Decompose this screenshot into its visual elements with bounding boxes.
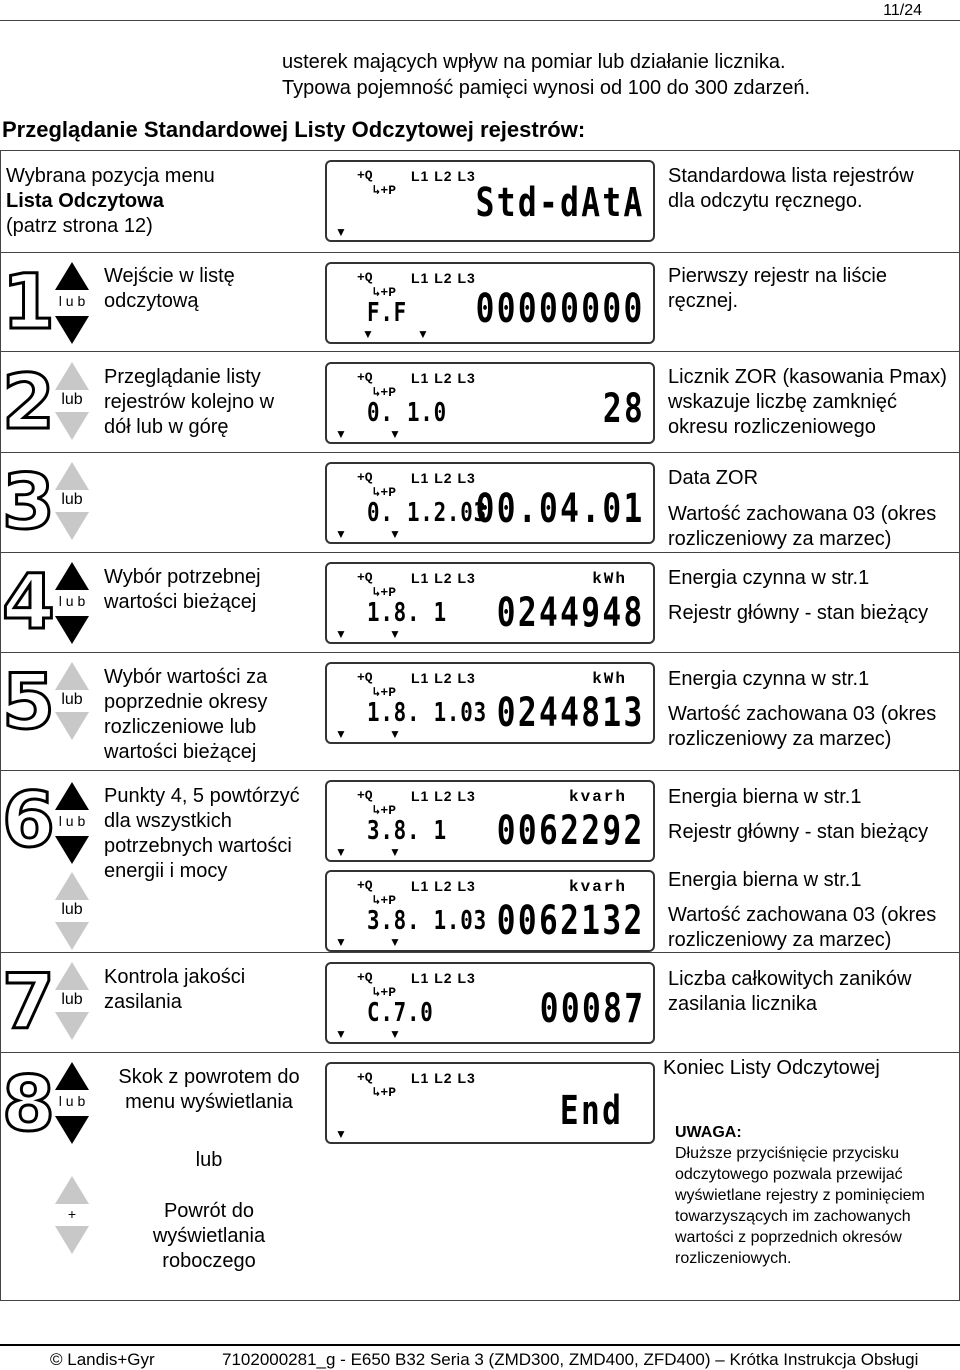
unit-label: kWh: [592, 670, 627, 688]
step4-text-1: Wybór potrzebnej: [104, 566, 261, 588]
step6-right-2: Rejestr główny - stan bieżący: [668, 821, 929, 843]
phase-indicators: L1 L2 L3: [411, 878, 476, 894]
step1-right-2: ręcznej.: [668, 290, 739, 312]
unit-label: kvarh: [568, 788, 627, 806]
up-button-icon[interactable]: [55, 1062, 89, 1090]
up-button-icon[interactable]: [55, 362, 89, 390]
step3-right-3: rozliczeniowy za marzec): [668, 528, 892, 550]
up-button-icon[interactable]: [55, 782, 89, 810]
menu-right-1: Standardowa lista rejestrów: [668, 165, 914, 187]
down-button-icon[interactable]: [55, 712, 89, 740]
display-value: End: [559, 1088, 623, 1134]
arrow-marker-icon: ▼: [335, 225, 347, 239]
indicator-icon: +Q ↳+P: [357, 970, 397, 1000]
down-button-icon[interactable]: [55, 1116, 89, 1144]
step7-text-2: zasilania: [104, 991, 182, 1013]
obis-code: 0. 1.0: [367, 398, 447, 428]
down-button-icon[interactable]: [55, 316, 89, 344]
menu-right-2: dla odczytu ręcznego.: [668, 190, 863, 212]
phase-indicators: L1 L2 L3: [411, 168, 476, 184]
step1-right-1: Pierwszy rejestr na liście: [668, 265, 887, 287]
menu-left-1: Wybrana pozycja menu: [6, 165, 215, 187]
phase-indicators: L1 L2 L3: [411, 788, 476, 804]
phase-indicators: L1 L2 L3: [411, 370, 476, 386]
step6-right-1: Energia bierna w str.1: [668, 786, 862, 808]
up-button-icon[interactable]: [55, 962, 89, 990]
step-number-2: 2: [2, 357, 55, 446]
obis-code: 3.8. 1.03: [367, 906, 487, 936]
arrow-marker-icon: ▼: [335, 1027, 347, 1041]
display-value: 00.04.01: [476, 486, 645, 532]
arrow-marker-icon: ▼: [335, 727, 347, 741]
step6b-right-1: Energia bierna w str.1: [668, 869, 862, 891]
arrow-marker-icon: ▼: [389, 727, 401, 741]
obis-code: 1.8. 1.03: [367, 698, 487, 728]
footer-right: 7102000281_g - E650 B32 Seria 3 (ZMD300, ZMD400, ZFD400) – Krótka Instrukcja Obsługi: [222, 1350, 919, 1369]
step4-right-2: Rejestr główny - stan bieżący: [668, 602, 929, 624]
step2-right-2: wskazuje liczbę zamknięć: [668, 391, 897, 413]
step-number-5: 5: [2, 657, 55, 746]
indicator-icon: +Q ↳+P: [357, 788, 397, 818]
indicator-icon: +Q ↳+P: [357, 670, 397, 700]
phase-indicators: L1 L2 L3: [411, 470, 476, 486]
lcd-display-step5: [325, 662, 655, 744]
phase-indicators: L1 L2 L3: [411, 570, 476, 586]
section-title: Przeglądanie Standardowej Listy Odczytowej rejestrów:: [2, 117, 586, 142]
obis-code: F.F: [367, 298, 407, 328]
step2-text-2: rejestrów kolejno w: [104, 391, 275, 413]
step7-right-1: Liczba całkowitych zaników: [668, 968, 912, 990]
note-title: UWAGA:: [675, 1124, 742, 1141]
lcd-display-step6b: [325, 870, 655, 952]
step1-text-1: Wejście w listę: [104, 265, 235, 287]
intro-line-2: Typowa pojemność pamięci wynosi od 100 do 300 zdarzeń.: [282, 77, 811, 99]
lub-label: lub: [61, 691, 83, 708]
down-button-icon[interactable]: [55, 616, 89, 644]
arrow-marker-icon: ▼: [335, 1127, 347, 1141]
arrow-marker-icon: ▼: [335, 627, 347, 641]
step8-text-2: menu wyświetlania: [125, 1091, 293, 1113]
step7-text-1: Kontrola jakości: [104, 966, 246, 988]
display-value: 28: [602, 386, 645, 432]
step6-text-3: potrzebnych wartości: [104, 835, 292, 857]
step-number-4: 4: [2, 557, 55, 646]
step3-right-1: Data ZOR: [668, 467, 759, 489]
step5-text-2: poprzednie okresy: [104, 691, 268, 713]
arrow-marker-icon: ▼: [389, 1027, 401, 1041]
obis-code: 0. 1.2.03: [367, 498, 487, 528]
note-line-6: rozliczeniowych.: [675, 1250, 792, 1267]
down-button-icon[interactable]: [55, 512, 89, 540]
note-line-5: wartości z poprzednich okresów: [675, 1229, 902, 1246]
lub-label: l u b: [58, 593, 86, 609]
lub-label: l u b: [58, 293, 86, 309]
display-value: 0244948: [497, 590, 645, 636]
indicator-icon: +Q ↳+P: [357, 570, 397, 600]
lcd-display-step1: [325, 262, 655, 344]
step-number-3: 3: [2, 457, 55, 546]
step6b-right-2: Wartość zachowana 03 (okres: [668, 904, 937, 926]
display-value: 00000000: [476, 286, 645, 332]
note-line-3: wyświetlane rejestry z pominięciem: [675, 1187, 925, 1204]
phase-indicators: L1 L2 L3: [411, 1070, 476, 1086]
step5-text-3: rozliczeniowe lub: [104, 716, 257, 738]
step7-right-2: zasilania licznika: [668, 993, 817, 1015]
up-button-icon[interactable]: [55, 262, 89, 290]
lub-label: lub: [61, 491, 83, 508]
obis-code: C.7.0: [367, 998, 434, 1028]
phase-indicators: L1 L2 L3: [411, 270, 476, 286]
arrow-marker-icon: ▼: [335, 427, 347, 441]
up-button-icon[interactable]: [55, 562, 89, 590]
step8-right-1: Koniec Listy Odczytowej: [663, 1057, 880, 1079]
step6-text-4: energii i mocy: [104, 860, 228, 882]
arrow-marker-icon: ▼: [335, 845, 347, 859]
step4-text-2: wartości bieżącej: [104, 591, 257, 613]
display-value: Std-dAtA: [476, 180, 645, 226]
step5-right-1: Energia czynna w str.1: [668, 668, 870, 690]
note-line-4: towarzyszących im zachowanych: [675, 1208, 911, 1225]
up-button-icon[interactable]: [55, 1176, 89, 1204]
unit-label: kWh: [592, 570, 627, 588]
phase-indicators: L1 L2 L3: [411, 670, 476, 686]
step2-right-1: Licznik ZOR (kasowania Pmax): [668, 366, 947, 388]
lcd-display-step6a: [325, 780, 655, 862]
step4-right-1: Energia czynna w str.1: [668, 567, 870, 589]
arrow-marker-icon: ▼: [389, 935, 401, 949]
note-line-2: odczytowego pozwala przewijać: [675, 1166, 903, 1183]
arrow-marker-icon: ▼: [335, 935, 347, 949]
indicator-icon: +Q ↳+P: [357, 1070, 397, 1100]
step-number-6: 6: [2, 775, 55, 864]
lub-label: lub: [61, 991, 83, 1008]
step2-text-3: dół lub w górę: [104, 416, 229, 438]
step8-text-3: lub: [195, 1149, 223, 1171]
down-button-icon[interactable]: [55, 412, 89, 440]
footer-left: © Landis+Gyr: [50, 1350, 155, 1369]
step5-right-3: rozliczeniowy za marzec): [668, 728, 892, 750]
step-number-1: 1: [2, 257, 55, 346]
obis-code: 3.8. 1: [367, 816, 447, 846]
step6-text-1: Punkty 4, 5 powtórzyć: [104, 785, 300, 807]
step6-text-2: dla wszystkich: [104, 810, 232, 832]
step5-text-4: wartości bieżącej: [104, 741, 257, 763]
menu-left-3: (patrz strona 12): [6, 215, 153, 237]
arrow-marker-icon: ▼: [335, 527, 347, 541]
display-value: 0244813: [497, 690, 645, 736]
down-button-icon[interactable]: [55, 922, 89, 950]
indicator-icon: +Q ↳+P: [357, 470, 397, 500]
lcd-display-step4: [325, 562, 655, 644]
up-button-icon[interactable]: [55, 462, 89, 490]
indicator-icon: +Q ↳+P: [357, 878, 397, 908]
step2-right-3: okresu rozliczeniowego: [668, 416, 876, 438]
unit-label: kvarh: [568, 878, 627, 896]
arrow-marker-icon: ▼: [389, 427, 401, 441]
lub-label: lub: [61, 901, 83, 918]
step8-text-6: roboczego: [162, 1250, 256, 1272]
step-number-7: 7: [2, 957, 55, 1046]
step8-text-1: Skok z powrotem do: [118, 1066, 300, 1088]
note-line-1: Dłuższe przyciśnięcie przycisku: [675, 1145, 900, 1162]
lub-label: l u b: [58, 813, 86, 829]
indicator-icon: +Q ↳+P: [357, 370, 397, 400]
plus-icon: +: [67, 1206, 77, 1222]
obis-code: 1.8. 1: [367, 598, 447, 628]
display-value: 0062132: [497, 898, 645, 944]
step1-text-2: odczytową: [104, 290, 199, 312]
step5-right-2: Wartość zachowana 03 (okres: [668, 703, 937, 725]
up-button-icon[interactable]: [55, 872, 89, 900]
up-button-icon[interactable]: [55, 662, 89, 690]
menu-left-2: Lista Odczytowa: [6, 190, 164, 212]
lub-label: l u b: [58, 1093, 86, 1109]
intro-line-1: usterek mających wpływ na pomiar lub działanie licznika.: [282, 51, 786, 73]
down-button-icon[interactable]: [55, 1226, 89, 1254]
arrow-marker-icon: ▼: [362, 327, 374, 341]
step2-text-1: Przeglądanie listy: [104, 366, 261, 388]
step6b-right-3: rozliczeniowy za marzec): [668, 929, 892, 951]
lcd-display-step3: [325, 462, 655, 544]
display-value: 0062292: [497, 808, 645, 854]
arrow-marker-icon: ▼: [389, 627, 401, 641]
down-button-icon[interactable]: [55, 1012, 89, 1040]
page-number: 11/24: [883, 2, 922, 19]
lub-label: lub: [61, 391, 83, 408]
step8-text-5: wyświetlania: [152, 1225, 266, 1247]
arrow-marker-icon: ▼: [417, 327, 429, 341]
step-number-8: 8: [2, 1059, 55, 1148]
lcd-display-step8: [325, 1062, 655, 1144]
phase-indicators: L1 L2 L3: [411, 970, 476, 986]
lcd-display-step7: [325, 962, 655, 1044]
step3-right-2: Wartość zachowana 03 (okres: [668, 503, 937, 525]
arrow-marker-icon: ▼: [389, 527, 401, 541]
step5-text-1: Wybór wartości za: [104, 666, 268, 688]
lcd-display-menu: [325, 160, 655, 242]
display-value: 00087: [539, 986, 645, 1032]
lcd-display-step2: [325, 362, 655, 444]
indicator-icon: +Q ↳+P: [357, 270, 397, 300]
indicator-icon: +Q ↳+P: [357, 168, 397, 198]
arrow-marker-icon: ▼: [389, 845, 401, 859]
down-button-icon[interactable]: [55, 836, 89, 864]
step8-text-4: Powrót do: [163, 1200, 255, 1222]
